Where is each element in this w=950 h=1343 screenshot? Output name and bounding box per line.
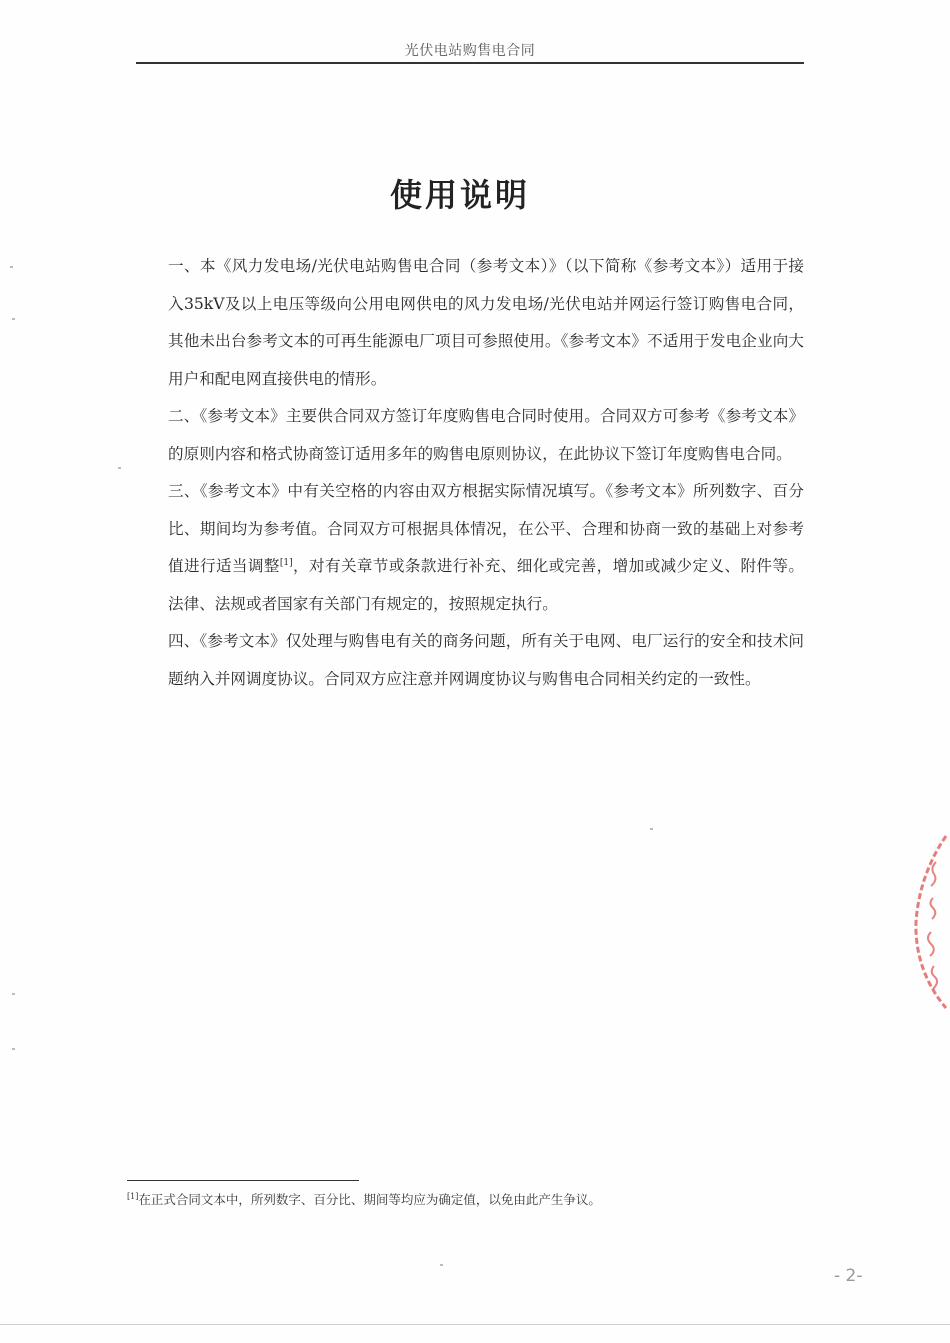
footnote-reference[interactable]: [1] — [279, 557, 293, 568]
scan-artifact — [12, 1048, 15, 1050]
paragraph-4: 四、《参考文本》仅处理与购售电有关的商务问题，所有关于电网、电厂运行的安全和技术问题纳入并网调度协议。合同双方应注意并网调度协议与购售电合同相关约定的一致性。 — [168, 632, 804, 688]
scan-artifact — [12, 993, 15, 995]
scan-artifact — [10, 266, 13, 268]
scan-artifact — [12, 318, 15, 320]
seal-stamp-icon — [906, 832, 950, 1012]
scan-artifact — [440, 1264, 443, 1266]
body-text — [168, 248, 804, 698]
paragraph-1: 一、本《风力发电场/光伏电站购售电合同（参考文本）》（以下简称《参考文本》）适用于接入35kV及以上电压等级向公用电网供电的风力发电场/光伏电站并网运行签订购售电合同，其他未出台参考文本的可再生能源电厂项目可参照使用。《参考文本》不适用于发电企业向大用户和配电网直接供电的情形。 — [168, 257, 804, 388]
running-header: 光伏电站购售电合同 — [404, 43, 536, 59]
footnote-text: 在正式合同文本中，所列数字、百分比、期间等均应为确定值，以免由此产生争议。 — [138, 1192, 601, 1207]
footnote-mark: [1] — [127, 1191, 139, 1201]
page-edge — [0, 1324, 950, 1325]
paragraph-3 — [168, 473, 804, 623]
scan-artifact — [650, 828, 653, 830]
paragraph-3-text-a: 三、《参考文本》中有关空格的内容由双方根据实际情况填写。《参考文本》所列数字、百分比、期间均为参考值。合同双方可根据具体情况，在公平、合理和协商一致的基础上对参考值进行适当调整 — [168, 482, 804, 575]
footnote — [127, 1190, 827, 1208]
page-title: 使用说明 — [389, 176, 530, 214]
page-number: - 2- — [834, 1266, 863, 1286]
scan-artifact — [118, 467, 121, 469]
header-rule — [136, 62, 804, 64]
paragraph-2: 二、《参考文本》主要供合同双方签订年度购售电合同时使用。合同双方可参考《参考文本》的原则内容和格式协商签订适用多年的购售电原则协议，在此协议下签订年度购售电合同。 — [168, 407, 804, 463]
footnote-rule — [127, 1180, 359, 1181]
paragraph-3-text-b: ，对有关章节或条款进行补充、细化或完善，增加或减少定义、附件等。法律、法规或者国家有关部门有规定的，按照规定执行。 — [168, 557, 804, 613]
